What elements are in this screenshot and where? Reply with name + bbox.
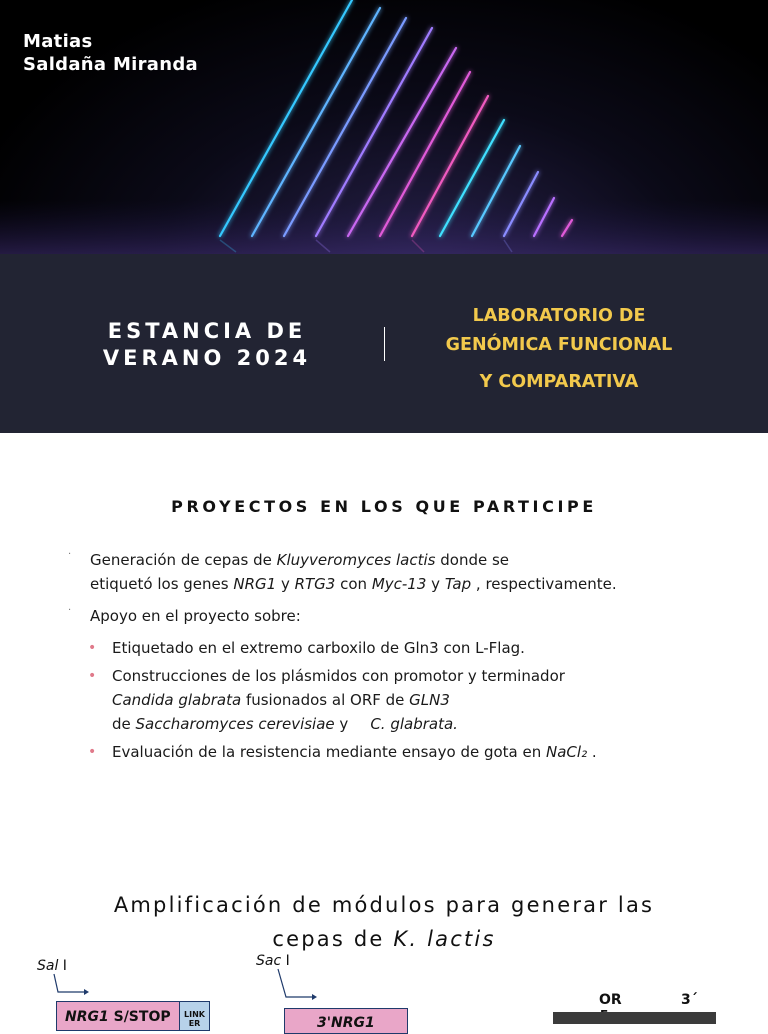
text: y (334, 715, 349, 733)
species-name: C. glabrata. (370, 715, 458, 733)
enzyme-name: Sac (256, 953, 282, 969)
text: Generación de cepas de (90, 551, 277, 569)
section-title: PROYECTOS EN LOS QUE PARTICIPE (171, 497, 597, 516)
text: y (276, 575, 295, 593)
text: . (587, 743, 597, 761)
text: y (426, 575, 445, 593)
gel-image (553, 1012, 716, 1024)
text: Evaluación de la resistencia mediante ensayo de gota en (112, 743, 547, 761)
text: Etiquetado en el extremo carboxilo de Gln3 con L-Flag. (112, 639, 525, 657)
text: I (281, 953, 290, 969)
program-title (80, 318, 334, 372)
lab-name (418, 302, 700, 397)
bullet-dot-icon: · (68, 549, 72, 560)
program-title-line2: VERANO 2024 (102, 346, 312, 370)
text: I (58, 958, 67, 974)
gel-label-orf: OR (599, 992, 622, 1008)
text: de (112, 715, 136, 733)
lab-name-line3: Y COMPARATIVA (479, 372, 639, 392)
author-last-name: Saldaña Miranda (23, 54, 198, 75)
tag-name: Myc-13 (371, 575, 427, 593)
lab-name-line1: LABORATORIO DE (472, 306, 646, 326)
gene-name: NRG1 (65, 1009, 109, 1025)
amplification-title-line2 (84, 922, 684, 956)
enzyme-name: Sal (37, 958, 59, 974)
project-list (66, 548, 746, 768)
text: S/STOP (108, 1009, 171, 1025)
gene-name: GLN3 (409, 691, 450, 709)
gel-label-3prime: 3´ (681, 992, 698, 1008)
amplification-title-line1: Amplificación de módulos para generar las (113, 893, 655, 917)
sub-list-item (66, 636, 746, 660)
compound-name: NaCl₂ (546, 743, 588, 761)
site-arrow-icon (272, 967, 318, 1001)
program-title-line1: ESTANCIA DE (107, 319, 307, 343)
sub-list-item (66, 664, 746, 736)
text: donde se (435, 551, 510, 569)
species-name: Saccharomyces cerevisiae (135, 715, 335, 733)
text: cepas de (272, 927, 394, 951)
bullet-dot-icon: · (68, 605, 72, 616)
band-divider (384, 327, 385, 361)
author-name (23, 30, 198, 76)
tag-name: Tap (444, 575, 472, 593)
author-first-name: Matias (23, 31, 93, 52)
list-item (66, 604, 746, 628)
bullet-dot-icon: • (88, 668, 97, 684)
text: , respectivamente. (471, 575, 617, 593)
gene-name: RTG3 (294, 575, 336, 593)
text: Construcciones de los plásmidos con promotor y terminador (112, 667, 565, 685)
text: fusionados al ORF de (241, 691, 410, 709)
list-item (66, 548, 746, 596)
species-name: Kluyveromyces lactis (276, 551, 436, 569)
amplification-title (84, 888, 684, 956)
site-arrow-icon (50, 972, 90, 996)
text: etiquetó los genes (90, 575, 234, 593)
species-name: Candida glabrata (112, 691, 242, 709)
bullet-dot-icon: • (88, 744, 97, 760)
gene-name: NRG1 (233, 575, 277, 593)
lab-name-line2: GENÓMICA FUNCIONAL (445, 335, 673, 355)
bullet-dot-icon: • (88, 640, 97, 656)
species-name: K. lactis (393, 927, 496, 951)
linker-module-box: LINK ER (179, 1001, 210, 1031)
hero-neon-image (0, 0, 768, 254)
sub-list-item (66, 740, 746, 764)
text: con (335, 575, 372, 593)
nrg1-3prime-box: 3'NRG1 (284, 1008, 408, 1034)
text: Apoyo en el proyecto sobre: (90, 607, 301, 625)
nrg1-module-box (56, 1001, 180, 1031)
